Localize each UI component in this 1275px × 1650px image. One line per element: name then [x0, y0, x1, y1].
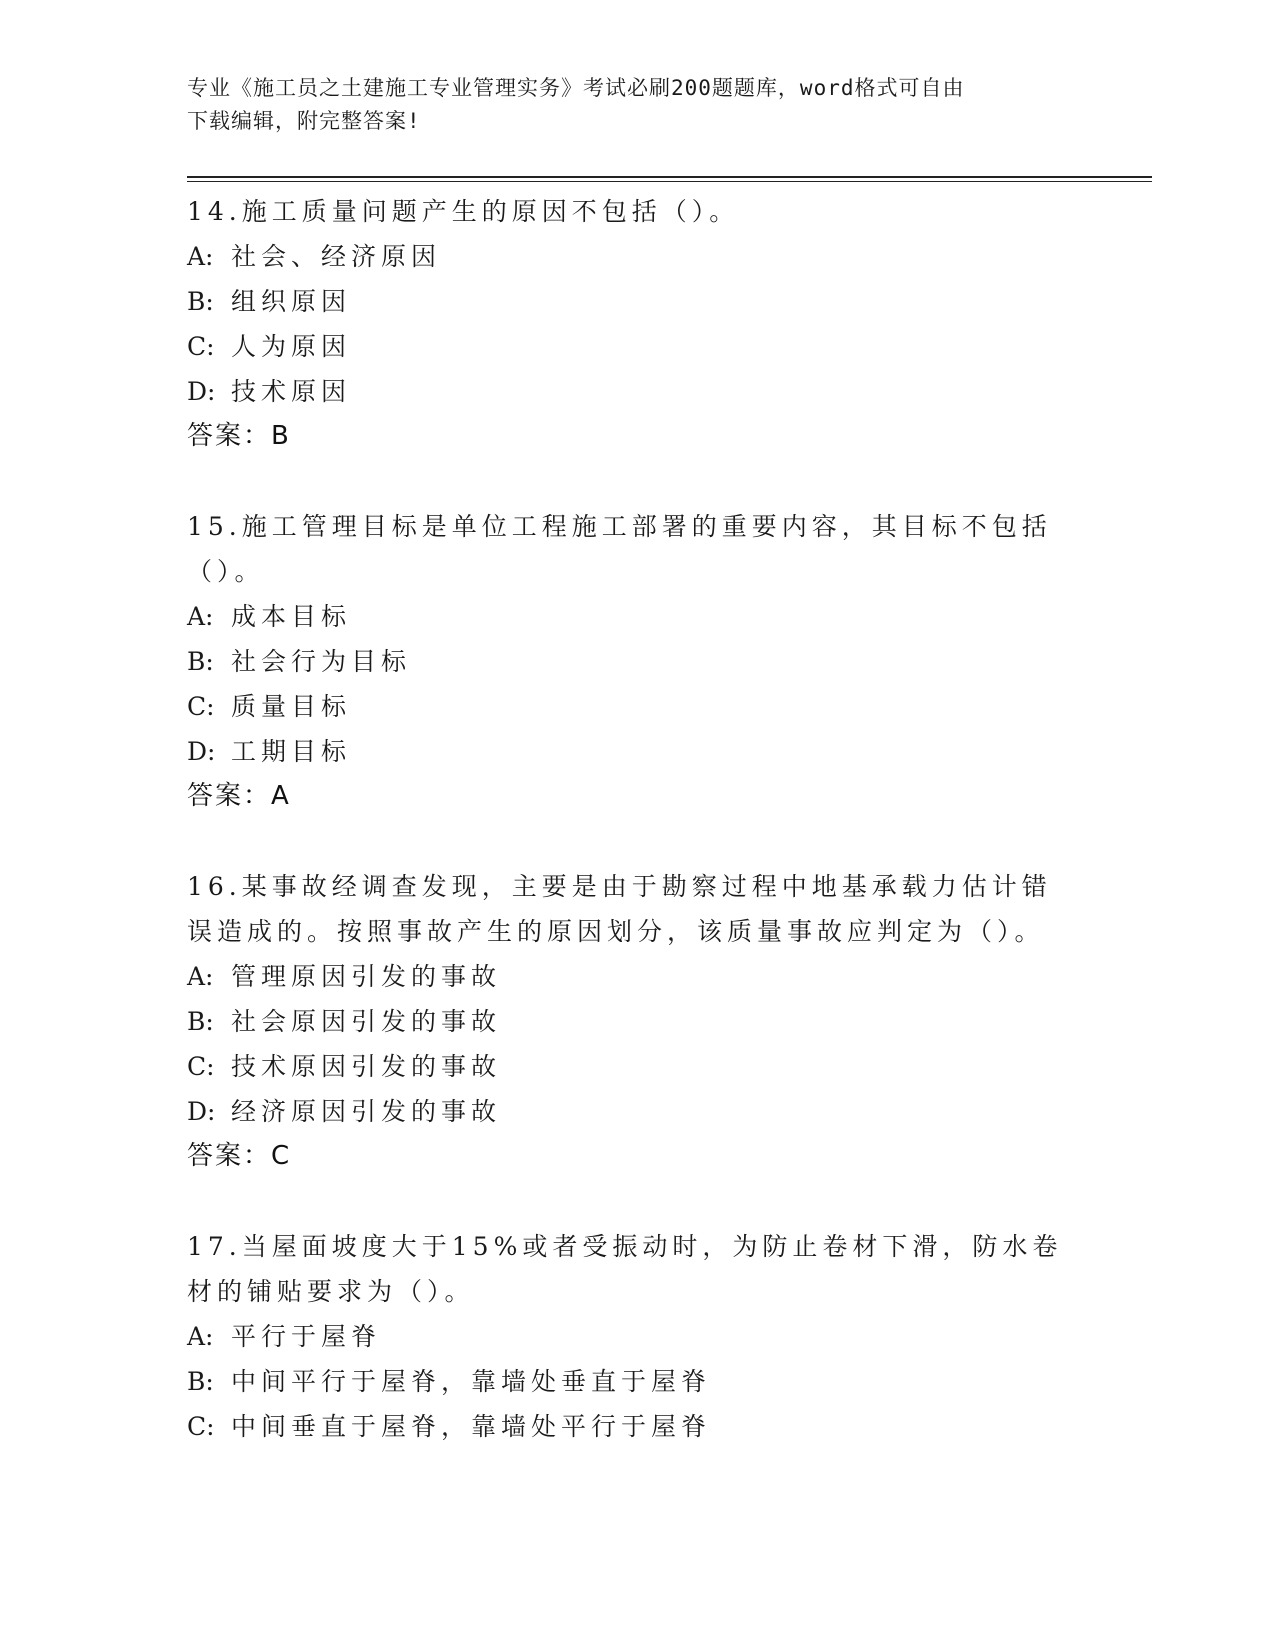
option-c [187, 684, 1077, 729]
option-text: 技术原因引发的事故 [231, 1052, 502, 1081]
option-text: 组织原因 [231, 287, 352, 316]
answer-line: 答案：A [187, 781, 291, 811]
answer-line: 答案：B [187, 421, 291, 451]
header-line-2: 下载编辑，附完整答案! [187, 109, 421, 133]
option-d [187, 369, 1077, 414]
option-key: A: [187, 962, 214, 991]
option-text: 中间平行于屋脊，靠墙处垂直于屋脊 [231, 1367, 712, 1396]
option-text: 中间垂直于屋脊，靠墙处平行于屋脊 [231, 1412, 712, 1441]
option-text: 人为原因 [231, 332, 352, 361]
option-c [187, 1044, 1077, 1089]
question-14 [187, 189, 1077, 459]
option-key: C: [187, 1052, 215, 1081]
option-key: B: [187, 1007, 214, 1036]
option-key: B: [187, 287, 214, 316]
option-key: D: [187, 1097, 216, 1126]
document-header [187, 72, 1067, 138]
option-key: C: [187, 692, 215, 721]
option-a [187, 954, 1077, 999]
option-b [187, 639, 1077, 684]
option-a [187, 234, 1077, 279]
option-key: C: [187, 1412, 215, 1441]
option-b [187, 279, 1077, 324]
option-c [187, 324, 1077, 369]
option-key: A: [187, 1322, 214, 1351]
question-list [187, 189, 1077, 1494]
option-b [187, 1359, 1077, 1404]
question-16 [187, 864, 1077, 1179]
question-stem: 16.某事故经调查发现，主要是由于勘察过程中地基承载力估计错误造成的。按照事故产生的原因划分，该质量事故应判定为（）。 [187, 872, 1052, 946]
option-key: A: [187, 602, 214, 631]
question-stem: 15.施工管理目标是单位工程施工部署的重要内容，其目标不包括（）。 [187, 512, 1052, 586]
header-line-1: 专业《施工员之土建施工专业管理实务》考试必刷200题题库，word格式可自由 [187, 76, 965, 100]
option-c [187, 1404, 1077, 1449]
question-15 [187, 504, 1077, 819]
option-text: 成本目标 [231, 602, 352, 631]
option-text: 社会原因引发的事故 [231, 1007, 502, 1036]
option-b [187, 999, 1077, 1044]
option-text: 经济原因引发的事故 [231, 1097, 502, 1126]
option-a [187, 1314, 1077, 1359]
option-a [187, 594, 1077, 639]
option-text: 工期目标 [231, 737, 352, 766]
question-stem: 17.当屋面坡度大于15%或者受振动时，为防止卷材下滑，防水卷材的铺贴要求为（）。 [187, 1232, 1063, 1306]
answer-line: 答案：C [187, 1141, 292, 1171]
option-text: 社会、经济原因 [231, 242, 442, 271]
option-key: B: [187, 647, 214, 676]
option-key: D: [187, 737, 216, 766]
header-divider [187, 176, 1152, 182]
option-text: 社会行为目标 [231, 647, 412, 676]
option-text: 技术原因 [231, 377, 352, 406]
option-text: 质量目标 [231, 692, 352, 721]
option-key: D: [187, 377, 216, 406]
option-key: A: [187, 242, 214, 271]
option-key: C: [187, 332, 215, 361]
option-text: 平行于屋脊 [231, 1322, 382, 1351]
option-d [187, 729, 1077, 774]
option-text: 管理原因引发的事故 [231, 962, 502, 991]
option-d [187, 1089, 1077, 1134]
question-17 [187, 1224, 1077, 1449]
option-key: B: [187, 1367, 214, 1396]
question-stem: 14.施工质量问题产生的原因不包括（）。 [187, 197, 740, 226]
